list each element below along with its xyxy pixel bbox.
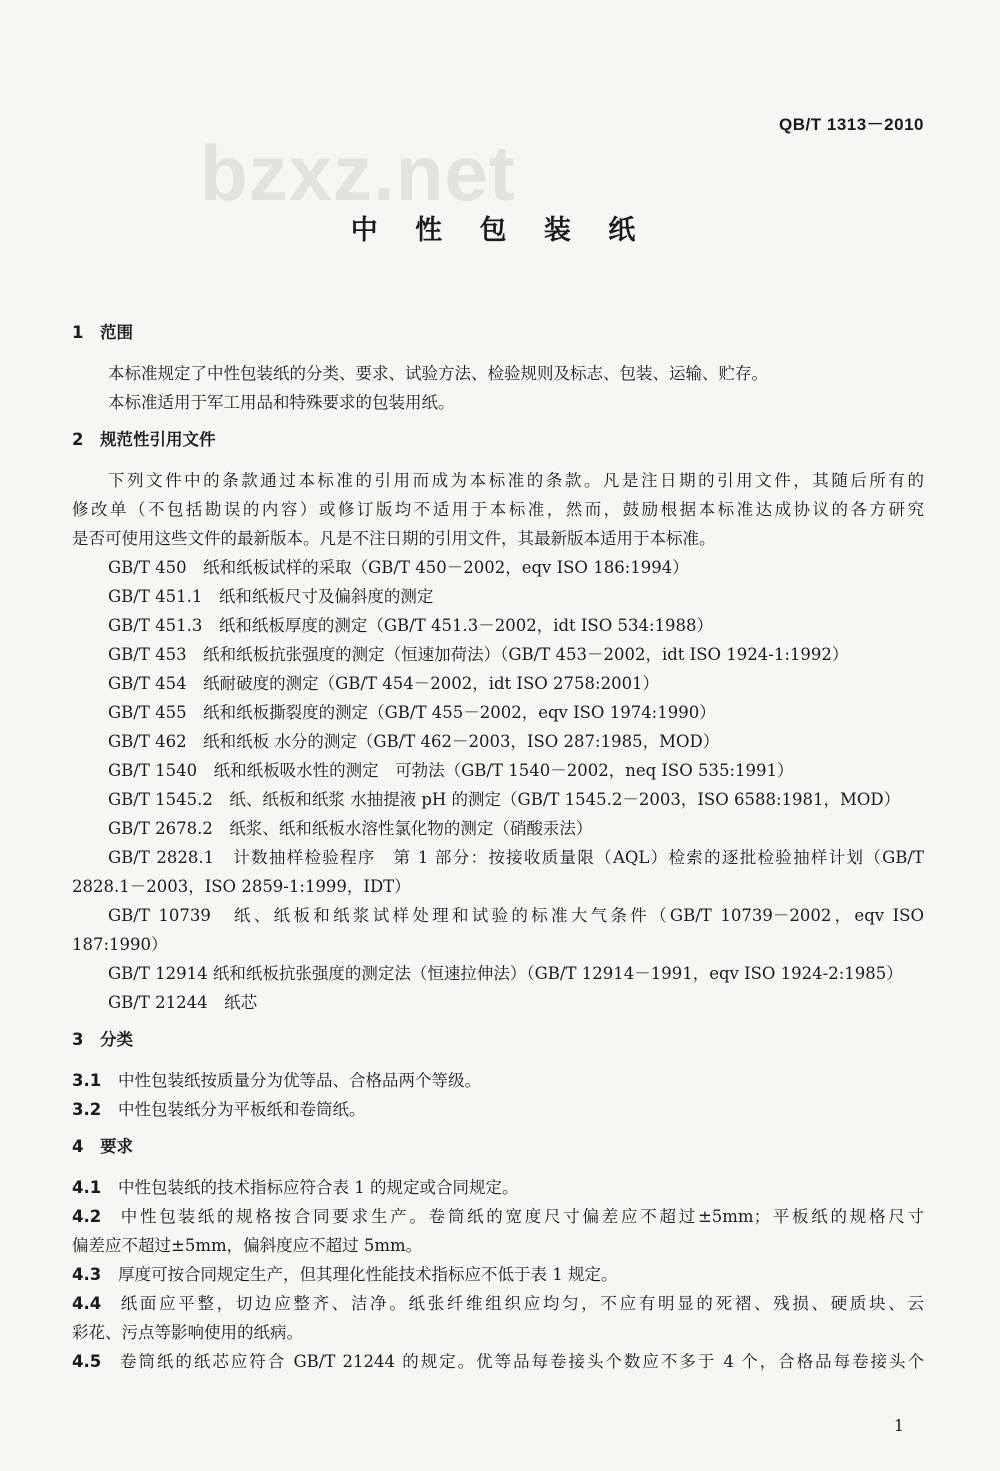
section-number: 2	[72, 430, 84, 449]
clause-text: 厚度可按合同规定生产，但其理化性能技术指标应不低于表 1 规定。	[118, 1265, 618, 1284]
page-number: 1	[893, 1416, 904, 1435]
section-3-heading	[72, 1025, 924, 1054]
reference-item: GB/T 455 纸和纸板撕裂度的测定（GB/T 455－2002，eqv ISO 1974:1990）	[108, 703, 716, 722]
clause-text: 中性包装纸的技术指标应符合表 1 的规定或合同规定。	[118, 1178, 519, 1197]
reference-item: GB/T 462 纸和纸板 水分的测定（GB/T 462－2003，ISO 287:1985，MOD）	[108, 732, 720, 751]
reference-item-continued: 187:1990）	[72, 935, 168, 954]
reference-item: GB/T 454 纸耐破度的测定（GB/T 454－2002，idt ISO 2758:2001）	[108, 674, 660, 693]
section-2-heading	[72, 425, 924, 454]
watermark: bzxz.net	[200, 129, 516, 217]
clause	[72, 1066, 924, 1095]
clause	[72, 1347, 924, 1376]
section-4-heading	[72, 1132, 924, 1161]
clause	[72, 1095, 924, 1124]
section-title: 范围	[100, 323, 133, 342]
reference-item: GB/T 2828.1 计数抽样检验程序 第 1 部分：按接收质量限（AQL）检索的逐批检验抽样计划（GB/T	[108, 848, 924, 867]
section-title: 要求	[100, 1137, 133, 1156]
clause-text: 中性包装纸分为平板纸和卷筒纸。	[118, 1100, 366, 1119]
clause-number: 3.1	[72, 1071, 102, 1090]
clause	[72, 1202, 924, 1231]
document-body	[72, 318, 924, 1376]
clause-number: 4.5	[72, 1352, 102, 1371]
section-1-heading	[72, 318, 924, 347]
clause-number: 4.2	[72, 1207, 102, 1226]
clause-number: 4.3	[72, 1265, 102, 1284]
section-number: 4	[72, 1137, 84, 1156]
reference-item: GB/T 451.3 纸和纸板厚度的测定（GB/T 451.3－2002，idt ISO 534:1988）	[108, 616, 714, 635]
section-title: 分类	[100, 1030, 133, 1049]
section-number: 3	[72, 1030, 84, 1049]
clause-text: 中性包装纸按质量分为优等品、合格品两个等级。	[118, 1071, 481, 1090]
clause-number: 4.1	[72, 1178, 102, 1197]
paragraph-line: 下列文件中的条款通过本标准的引用而成为本标准的条款。凡是注日期的引用文件，其随后所有的	[108, 471, 924, 490]
clause-text: 卷筒纸的纸芯应符合 GB/T 21244 的规定。优等品每卷接头个数应不多于 4 个，合格品每卷接头个	[118, 1352, 924, 1371]
clause-number: 3.2	[72, 1100, 102, 1119]
paragraph-line: 是否可使用这些文件的最新版本。凡是不注日期的引用文件，其最新版本适用于本标准。	[72, 529, 716, 548]
clause-text: 纸面应平整，切边应整齐、洁净。纸张纤维组织应均匀，不应有明显的死褶、残损、硬质块、云	[118, 1294, 924, 1313]
clause-text: 中性包装纸的规格按合同要求生产。卷筒纸的宽度尺寸偏差应不超过±5mm；平板纸的规格尺寸	[118, 1207, 924, 1226]
reference-item-continued: 2828.1－2003，ISO 2859-1:1999，IDT）	[72, 877, 411, 896]
reference-item: GB/T 1540 纸和纸板吸水性的测定 可勃法（GB/T 1540－2002，neq ISO 535:1991）	[108, 761, 794, 780]
reference-item: GB/T 10739 纸、纸板和纸浆试样处理和试验的标准大气条件（GB/T 10739－2002，eqv ISO	[108, 906, 924, 925]
reference-item: GB/T 451.1 纸和纸板尺寸及偏斜度的测定	[108, 587, 434, 606]
reference-item: GB/T 2678.2 纸浆、纸和纸板水溶性氯化物的测定（硝酸汞法）	[108, 819, 593, 838]
paragraph: 本标准规定了中性包装纸的分类、要求、试验方法、检验规则及标志、包装、运输、贮存。	[108, 364, 768, 383]
reference-item: GB/T 12914 纸和纸板抗张强度的测定法（恒速拉伸法）（GB/T 12914－1991，eqv ISO 1924-2:1985）	[108, 964, 903, 983]
reference-item: GB/T 1545.2 纸、纸板和纸浆 水抽提液 pH 的测定（GB/T 1545.2－2003，ISO 6588:1981，MOD）	[108, 790, 901, 809]
clause-continued: 彩花、污点等影响使用的纸病。	[72, 1323, 303, 1342]
clause-number: 4.4	[72, 1294, 102, 1313]
section-number: 1	[72, 323, 84, 342]
standard-code: QB/T 1313－2010	[779, 115, 924, 134]
reference-item: GB/T 453 纸和纸板抗张强度的测定（恒速加荷法）（GB/T 453－2002，idt ISO 1924-1:1992）	[108, 645, 849, 664]
clause	[72, 1260, 924, 1289]
reference-item: GB/T 21244 纸芯	[108, 993, 258, 1012]
clause	[72, 1289, 924, 1318]
section-title: 规范性引用文件	[100, 430, 216, 449]
reference-item: GB/T 450 纸和纸板试样的采取（GB/T 450－2002，eqv ISO 186:1994）	[108, 558, 689, 577]
clause	[72, 1173, 924, 1202]
document-title: 中 性 包 装 纸	[350, 215, 650, 246]
paragraph: 本标准适用于军工用品和特殊要求的包装用纸。	[108, 393, 455, 412]
clause-continued: 偏差应不超过±5mm，偏斜度应不超过 5mm。	[72, 1236, 423, 1255]
paragraph-line: 修改单（不包括勘误的内容）或修订版均不适用于本标准，然而，鼓励根据本标准达成协议的各方研究	[72, 500, 924, 519]
